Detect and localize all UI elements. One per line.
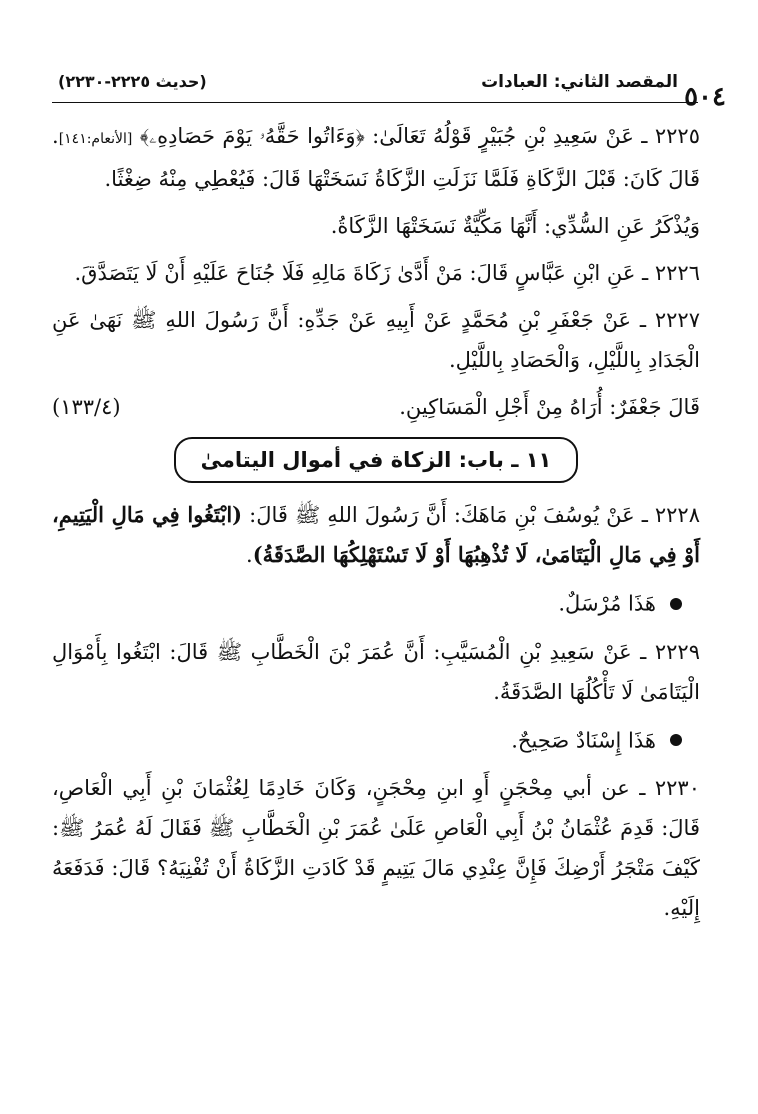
hadith-range: (حديث ٢٢٢٥-٢٢٣٠) [58,72,207,91]
page-content [52,116,700,935]
hadith-2230: ٢٢٣٠ ـ عن أبي مِحْجَنٍ أَوِ ابنِ مِحْجَنٍ، وَكَانَ خَادِمًا لِعُثْمَانَ بْنِ أَبِي الْعَاصِ، قَالَ: قَدِمَ عُثْمَانُ بْنُ أَبِي الْعَاصِ عَلَىٰ عُمَرَ بْنِ الْخَطَّابِ ﷺ فَقَالَ لَهُ عُمَرُ ﷺ: كَيْفَ مَتْجَرُ أَرْضِكَ فَإِنَّ عِنْدِي مَالَ يَتِيمٍ قَدْ كَادَتِ الزَّكَاةُ أَنْ تُفْنِيَهُ؟ قَالَ: فَدَفَعَهُ إِلَيْهِ. [52,776,700,920]
hadith-2229: ٢٢٢٩ ـ عَنْ سَعِيدِ بْنِ الْمُسَيَّبِ: أَنَّ عُمَرَ بْنَ الْخَطَّابِ ﷺ قَالَ: ابْتَغُوا بِأَمْوَالِ الْيَتَامَىٰ لَا تَأْكُلُهَا الصَّدَقَةُ. [52,639,700,704]
quran-reference: [الأنعام:١٤١] [58,131,133,147]
chapter-heading-box [174,437,578,483]
page-number: ٥٠٤ [684,82,726,112]
hadith-2227: ٢٢٢٧ ـ عَنْ جَعْفَرِ بْنِ مُحَمَّدٍ عَنْ أَبِيهِ عَنْ جَدِّهِ: أَنَّ رَسُولَ اللهِ ﷺ نَهَىٰ عَنِ الْجَدَادِ بِاللَّيْلِ، وَالْحَصَادِ بِاللَّيْلِ. [52,308,700,372]
note-sahih [52,719,700,761]
hadith-2228-quote: (ابْتَغُوا فِي مَالِ الْيَتِيمِ، أَوْ فِي مَالِ الْيَتَامَىٰ، لَا تُذْهِبُهَا أَوْ لَا تَسْتَهْلِكُهَا الصَّدَقَةُ) [52,502,700,567]
note-sahih-text: هَذَا إِسْنَادٌ صَحِيحٌ. [511,728,656,752]
hadith-2228-intro: ٢٢٢٨ ـ عَنْ يُوسُفَ بْنِ مَاهَكَ: أَنَّ رَسُولَ اللهِ ﷺ قَالَ: [249,503,700,527]
section-title: المقصد الثاني: العبادات [481,72,678,92]
hadith-2225 [52,116,700,199]
jafar-text: قَالَ جَعْفَرٌ: أُرَاهُ مِنْ أَجْلِ الْمَسَاكِينِ. [399,395,700,419]
hadith-2228-end: . [246,543,253,567]
page-header [52,68,726,112]
hadith-2226: ٢٢٢٦ ـ عَنِ ابْنِ عَبَّاسٍ قَالَ: مَنْ أَدَّىٰ زَكَاةَ مَالِهِ فَلَا جُنَاحَ عَلَيْهِ أَنْ لَا يَتَصَدَّقَ. [74,261,700,285]
bullet-icon [670,598,682,610]
bullet-icon [670,734,682,746]
chapter-heading: ١١ ـ باب: الزكاة في أموال اليتامىٰ [200,448,552,472]
hadith-2225-text: ٢٢٢٥ ـ عَنْ سَعِيدِ بْنِ جُبَيْرٍ قَوْلُهُ تَعَالَىٰ: ﴿وَءَاتُوا حَقَّهُۥ يَوْمَ حَصَادِهِۦ﴾ [139,124,700,148]
suddi-note: وَيُذْكَرُ عَنِ السُّدِّي: أَنَّهَا مَكِّيَّةٌ نَسَخَتْهَا الزَّكَاةُ. [330,214,700,238]
jafar-line [52,387,700,427]
note-mursal [52,582,700,624]
hadith-2228 [52,495,700,575]
hadith-2225-rest: . قَالَ كَانَ: قَبْلَ الزَّكَاةِ فَلَمَّا نَزَلَتِ الزَّكَاةُ نَسَخَتْهَا قَالَ: فَيُعْطِي مِنْهُ ضِغْثًا. [52,124,700,191]
volume-reference: (١٣٣/٤) [52,395,121,419]
note-mursal-text: هَذَا مُرْسَلٌ. [558,591,656,616]
